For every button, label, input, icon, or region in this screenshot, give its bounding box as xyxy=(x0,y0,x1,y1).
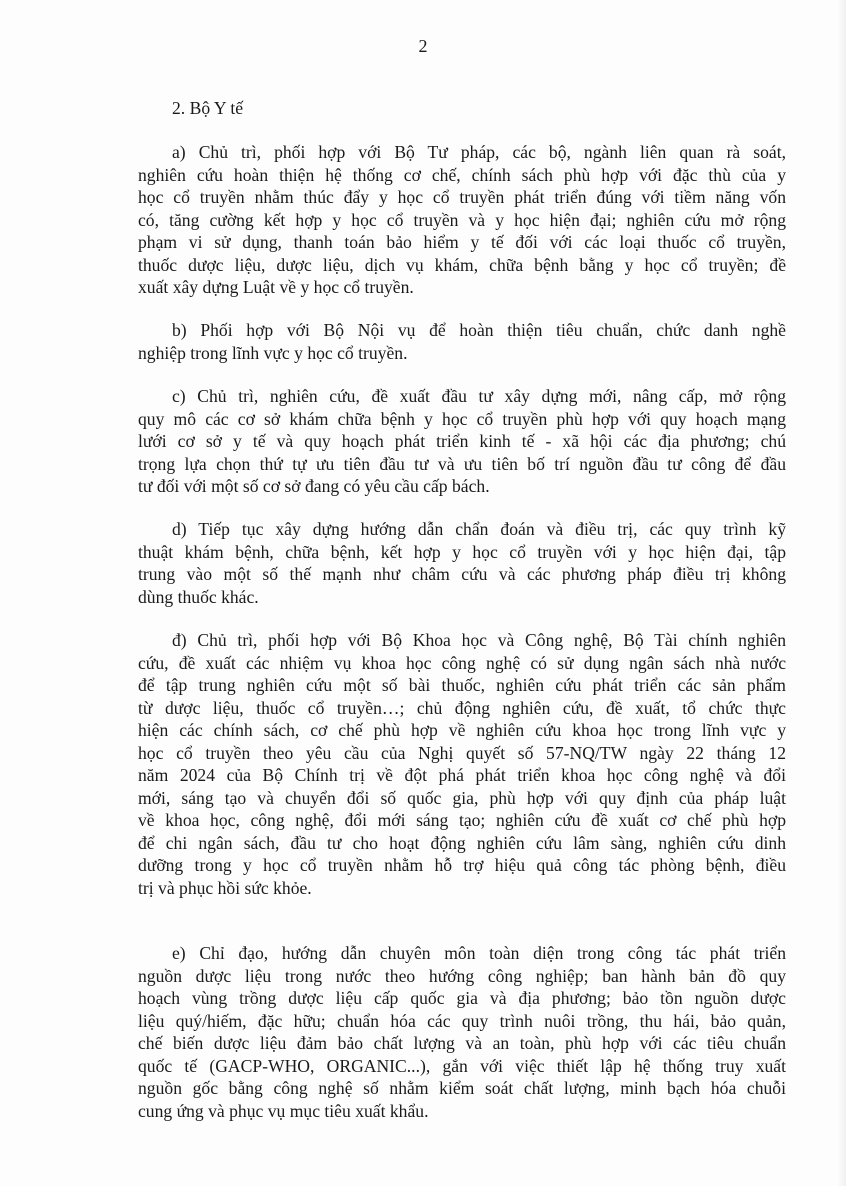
paragraph-line: nguồn gốc bằng công nghệ số nhằm kiểm soát chất lượng, minh bạch hóa chuỗi xyxy=(138,1078,786,1099)
paragraph-line: hiện các chính sách, cơ chế phù hợp về nghiên cứu khoa học trong lĩnh vực y xyxy=(138,720,786,741)
paragraph-d xyxy=(138,518,786,608)
paragraph-line: trung vào một số thế mạnh như châm cứu và các phương pháp điều trị không xyxy=(138,564,786,585)
paragraph-line: thuật khám bệnh, chữa bệnh, kết hợp y học cổ truyền với y học hiện đại, tập xyxy=(138,541,786,562)
paragraph-line: b) Phối hợp với Bộ Nội vụ để hoàn thiện tiêu chuẩn, chức danh nghề xyxy=(172,320,786,340)
paragraph-line: nghiên cứu hoàn thiện hệ thống cơ chế, chính sách phù hợp với đặc thù của y xyxy=(138,164,786,185)
paragraph-line: xuất xây dựng Luật về y học cổ truyền. xyxy=(138,277,414,298)
paragraph-line: quốc tế (GACP-WHO, ORGANIC...), gắn với việc thiết lập hệ thống truy xuất xyxy=(138,1055,786,1076)
paragraph-line: quy mô các cơ sở khám chữa bệnh y học cổ truyền phù hợp với quy hoạch mạng xyxy=(138,408,786,429)
paragraph-line: học cổ truyền nhằm thúc đẩy y học cổ truyền phát triển đúng với tiềm năng vốn xyxy=(138,187,786,208)
paragraph-line: về khoa học, công nghệ, đổi mới sáng tạo; nghiên cứu đề xuất cơ chế phù hợp xyxy=(138,810,786,831)
paragraph-line: năm 2024 của Bộ Chính trị về đột phá phát triển khoa học công nghệ và đổi xyxy=(138,765,786,786)
paragraph-line: lưới cơ sở y tế và quy hoạch phát triển kinh tế - xã hội các địa phương; chú xyxy=(138,431,786,452)
paragraph-line: để tập trung nghiên cứu một số bài thuốc, nghiên cứu phát triển các sản phẩm xyxy=(138,675,786,696)
page-number: 2 xyxy=(418,36,428,56)
paragraph-line: đ) Chủ trì, phối hợp với Bộ Khoa học và Công nghệ, Bộ Tài chính nghiên xyxy=(172,630,786,650)
paragraph-line: từ dược liệu, thuốc cổ truyền…; chủ động nghiên cứu, đề xuất, tổ chức thực xyxy=(138,697,786,718)
paragraph-line: học cổ truyền theo yêu cầu của Nghị quyết số 57-NQ/TW ngày 22 tháng 12 xyxy=(138,742,786,763)
paragraph-line: trọng lựa chọn thứ tự ưu tiên đầu tư và ưu tiên bố trí nguồn đầu tư công để đầu xyxy=(138,453,786,474)
paragraph-e xyxy=(138,942,786,1122)
paragraph-line: a) Chủ trì, phối hợp với Bộ Tư pháp, các bộ, ngành liên quan rà soát, xyxy=(172,142,786,162)
paragraph-line: e) Chỉ đạo, hướng dẫn chuyên môn toàn diện trong công tác phát triển xyxy=(172,943,786,963)
paragraph-line: c) Chủ trì, nghiên cứu, đề xuất đầu tư xây dựng mới, nâng cấp, mở rộng xyxy=(172,386,786,406)
section-heading: 2. Bộ Y tế xyxy=(172,98,244,118)
paragraph-line: nguồn dược liệu trong nước theo hướng công nghiệp; ban hành bản đồ quy xyxy=(138,965,786,986)
paragraph-line: cứu, đề xuất các nhiệm vụ khoa học công nghệ có sử dụng ngân sách nhà nước xyxy=(138,652,786,673)
paragraph-line: cung ứng và phục vụ mục tiêu xuất khẩu. xyxy=(138,1100,429,1121)
paragraph-line: thuốc dược liệu, dược liệu, dịch vụ khám, chữa bệnh bằng y học cổ truyền; đề xyxy=(138,254,786,275)
paragraph-line: dưỡng trong y học cổ truyền nhằm hỗ trợ hiệu quả công tác phòng bệnh, điều xyxy=(138,855,786,876)
paragraph-line: mới, sáng tạo và chuyển đổi số quốc gia, phù hợp với quy định của pháp luật xyxy=(138,787,786,808)
paragraph-line: nghiệp trong lĩnh vực y học cổ truyền. xyxy=(138,342,408,363)
paragraph-line: hoạch vùng trồng dược liệu cấp quốc gia và địa phương; bảo tồn nguồn dược xyxy=(138,988,786,1009)
paragraph-b xyxy=(138,319,786,364)
paragraph-line: d) Tiếp tục xây dựng hướng dẫn chẩn đoán và điều trị, các quy trình kỹ xyxy=(172,519,786,539)
paragraph-a xyxy=(138,141,786,299)
paragraph-line: có, tăng cường kết hợp y học cổ truyền và y học hiện đại; nghiên cứu mở rộng xyxy=(138,209,786,230)
paragraph-c xyxy=(138,385,786,498)
paragraph-line: liệu quý/hiếm, đặc hữu; chuẩn hóa các quy trình nuôi trồng, thu hái, bảo quản, xyxy=(138,1010,786,1031)
paragraph-line: trị và phục hồi sức khỏe. xyxy=(138,878,312,899)
scan-edge-shadow xyxy=(836,0,846,1186)
paragraph-dd xyxy=(138,629,786,900)
paragraph-line: chế biến dược liệu đảm bảo chất lượng và an toàn, phù hợp với các tiêu chuẩn xyxy=(138,1033,786,1054)
paragraph-line: để chi ngân sách, đầu tư cho hoạt động nghiên cứu lâm sàng, nghiên cứu dinh xyxy=(138,832,786,853)
paragraph-line: phạm vi sử dụng, thanh toán bảo hiểm y tế đối với các loại thuốc cổ truyền, xyxy=(138,232,786,253)
paragraph-line: tư đối với một số cơ sở đang có yêu cầu cấp bách. xyxy=(138,476,490,497)
paragraph-line: dùng thuốc khác. xyxy=(138,586,259,607)
